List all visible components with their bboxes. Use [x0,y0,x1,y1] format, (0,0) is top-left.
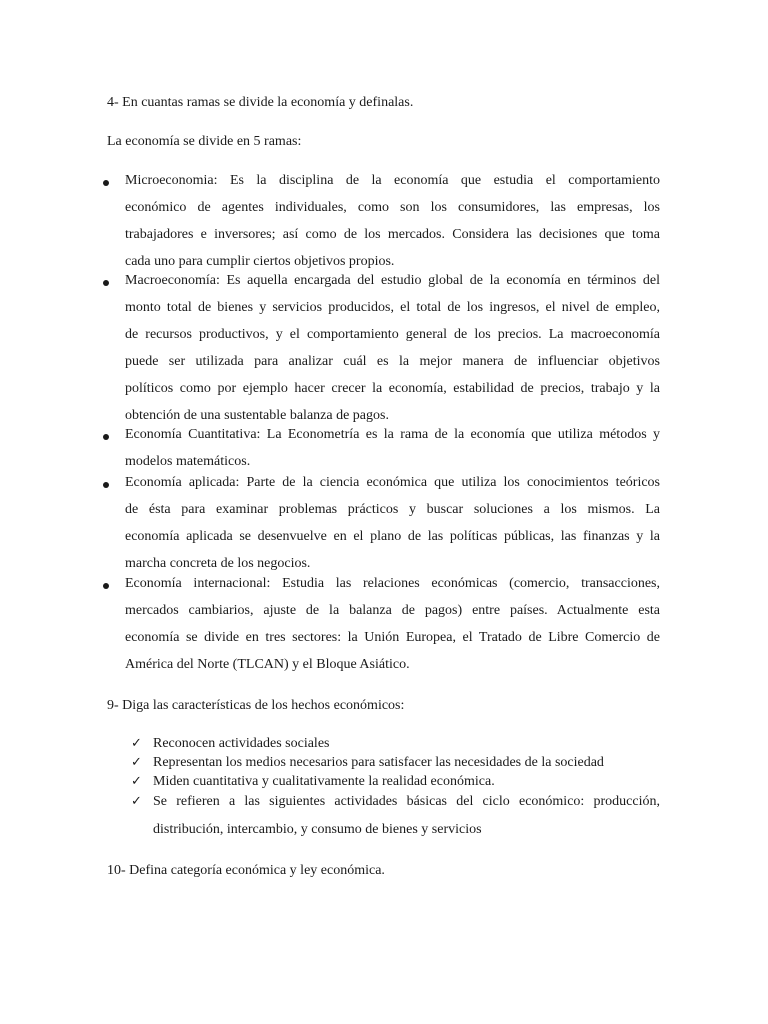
checkmark-icon: ✓ [131,774,142,789]
check-item: Se refieren a las siguientes actividades básicas del ciclo económico: producción, [153,794,660,809]
bullet-dot [103,482,109,488]
item-text-line: América del Norte (TLCAN) y el Bloque Asiático. [125,657,410,672]
item-text-line: economía aplicada se desenvuelve en el plano de las políticas públicas, las finanzas y la [125,529,660,544]
question-4: 4- En cuantas ramas se divide la economía y definalas. [107,95,414,110]
item-text-line: modelos matemáticos. [125,454,251,469]
item-text-line: cada uno para cumplir ciertos objetivos propios. [125,254,395,269]
item-text-line: de ésta para examinar problemas prácticos y buscar soluciones a los mismos. La [125,502,660,517]
item-text-line: monto total de bienes y servicios producidos, el total de los ingresos, el nivel de empleo, [125,300,660,315]
item-text-line: mercados cambiarios, ajuste de la balanza de pagos) entre países. Actualmente esta [125,603,660,618]
checkmark-icon: ✓ [131,755,142,770]
bullet-dot [103,583,109,589]
list-item-macroeconomia [125,272,660,434]
item-text-line: Economía Cuantitativa: La Econometría es la rama de la economía que utiliza métodos y [125,427,660,442]
item-text-line: economía se divide en tres sectores: la Unión Europea, el Tratado de Libre Comercio de [125,630,660,645]
question-10: 10- Defina categoría económica y ley económica. [107,863,385,878]
item-text-line: marcha concreta de los negocios. [125,556,311,571]
item-text-line: Economía internacional: Estudia las relaciones económicas (comercio, transacciones, [125,576,660,591]
question-9: 9- Diga las características de los hechos económicos: [107,698,405,713]
check-item: Representan los medios necesarios para satisfacer las necesidades de la sociedad [153,755,604,770]
item-text-line: puede ser utilizada para analizar cuál es la mejor manera de influenciar objetivos [125,354,660,369]
bullet-dot [103,434,109,440]
list-item-economia-internacional [125,575,660,683]
list-item-economia-cuantitativa [125,426,660,480]
list-item-economia-aplicada [125,474,660,582]
item-text-line: obtención de una sustentable balanza de pagos. [125,408,389,423]
checkmark-icon: ✓ [131,794,142,809]
checkmark-icon: ✓ [131,736,142,751]
bullet-dot [103,180,109,186]
list-item-microeconomia [125,172,660,280]
bullet-dot [103,280,109,286]
check-item: Miden cuantitativa y cualitativamente la realidad económica. [153,774,495,789]
item-text-line: Economía aplicada: Parte de la ciencia económica que utiliza los conocimientos teóricos [125,475,660,490]
item-text-line: políticos como por ejemplo hacer crecer la economía, estabilidad de precios, trabajo y la [125,381,660,396]
item-text-line: trabajadores e inversores; así como de los mercados. Considera las decisiones que toma [125,227,660,242]
check-item: Reconocen actividades sociales [153,736,330,751]
item-text-line: Microeconomia: Es la disciplina de la economía que estudia el comportamiento [125,173,660,188]
check-item-continuation: distribución, intercambio, y consumo de bienes y servicios [153,822,482,837]
item-text-line: Macroeconomía: Es aquella encargada del estudio global de la economía en términos del [125,273,660,288]
item-text-line: de recursos productivos, y el comportamiento general de los precios. La macroeconomía [125,327,660,342]
item-text-line: económico de agentes individuales, como son los consumidores, las empresas, los [125,200,660,215]
question-4-intro: La economía se divide en 5 ramas: [107,134,302,149]
